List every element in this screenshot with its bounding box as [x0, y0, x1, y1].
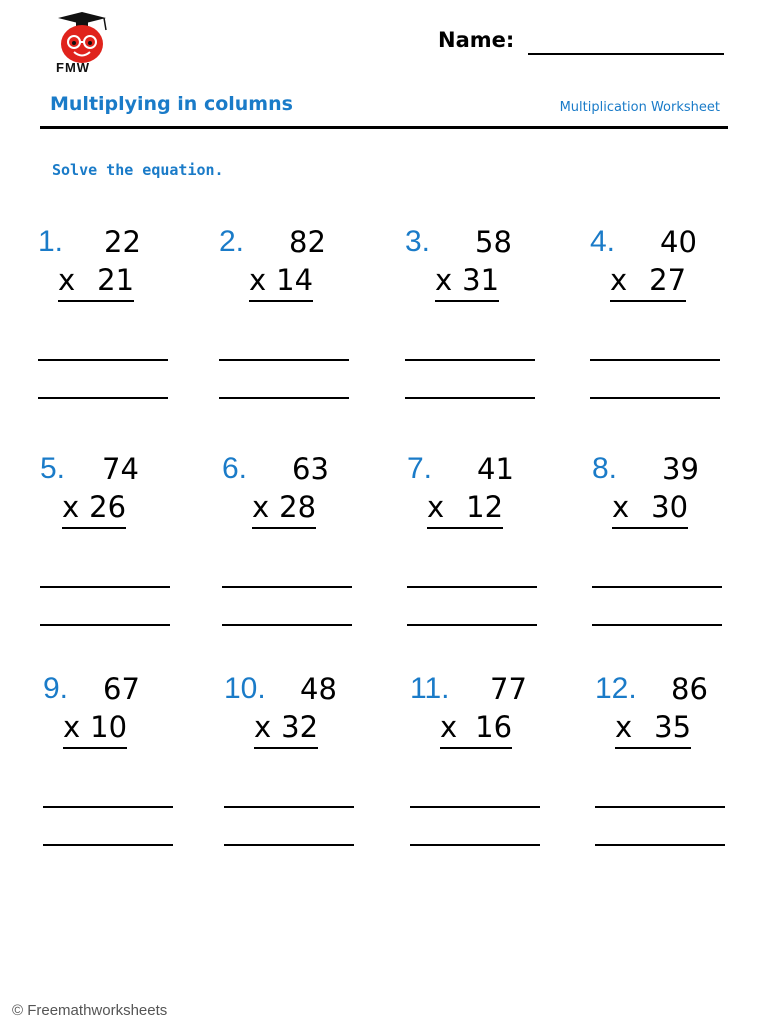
answer-line: [38, 359, 168, 361]
answer-line: [222, 624, 352, 626]
problem-3: [405, 224, 555, 424]
multiplicand: 40: [660, 225, 697, 259]
multiplier-row: [58, 262, 134, 302]
multiply-sign: x: [249, 263, 267, 297]
problem-1: [38, 224, 188, 424]
multiplicand: 86: [671, 672, 708, 706]
problem-number: 2.: [219, 225, 245, 258]
answer-line: [407, 624, 537, 626]
multiplier-row: [610, 262, 686, 302]
problem-5: [40, 451, 190, 651]
multiplier: 14: [276, 263, 314, 297]
multiplier: 26: [89, 490, 127, 524]
problem-number: 9.: [43, 672, 69, 705]
problem-11: [410, 671, 560, 871]
multiply-sign: x: [435, 263, 453, 297]
answer-line: [43, 806, 173, 808]
multiplier: 10: [90, 710, 128, 744]
multiplicand: 22: [104, 225, 141, 259]
problem-9: [43, 671, 193, 871]
page-subtitle: Multiplication Worksheet: [559, 100, 720, 115]
multiplier: 16: [475, 710, 513, 744]
multiplier-row: [615, 709, 691, 749]
multiplicand: 48: [300, 672, 337, 706]
multiplier-row: [62, 489, 126, 529]
problem-10: [224, 671, 374, 871]
multiplier: 28: [279, 490, 317, 524]
problem-number: 5.: [40, 452, 66, 485]
answer-line: [224, 806, 354, 808]
page-title: Multiplying in columns: [50, 93, 293, 115]
multiply-sign: x: [254, 710, 272, 744]
answer-line: [224, 844, 354, 846]
multiply-sign: x: [612, 490, 630, 524]
multiplier-row: [612, 489, 688, 529]
answer-line: [590, 359, 720, 361]
problem-number: 10.: [224, 672, 266, 705]
multiply-sign: x: [58, 263, 76, 297]
problem-number: 4.: [590, 225, 616, 258]
multiply-sign: x: [427, 490, 445, 524]
multiplier-row: [427, 489, 503, 529]
answer-line: [592, 586, 722, 588]
multiplicand: 74: [102, 452, 139, 486]
multiply-sign: x: [615, 710, 633, 744]
answer-line: [219, 359, 349, 361]
multiply-sign: x: [252, 490, 270, 524]
multiply-sign: x: [610, 263, 628, 297]
problem-number: 6.: [222, 452, 248, 485]
multiply-sign: x: [440, 710, 458, 744]
problem-number: 12.: [595, 672, 637, 705]
answer-line: [40, 624, 170, 626]
problem-12: [595, 671, 745, 871]
answer-line: [595, 844, 725, 846]
instruction-text: Solve the equation.: [52, 161, 224, 179]
name-field-line: [528, 53, 724, 55]
problem-number: 1.: [38, 225, 64, 258]
multiplicand: 41: [477, 452, 514, 486]
multiplicand: 63: [292, 452, 329, 486]
answer-line: [410, 844, 540, 846]
multiplier: 30: [651, 490, 689, 524]
problem-8: [592, 451, 742, 651]
problem-number: 11.: [410, 672, 450, 705]
answer-line: [219, 397, 349, 399]
multiplier-row: [252, 489, 316, 529]
problem-number: 3.: [405, 225, 431, 258]
logo-text: FMW: [56, 60, 91, 75]
answer-line: [592, 624, 722, 626]
multiply-sign: x: [62, 490, 80, 524]
answer-line: [410, 806, 540, 808]
title-divider: [40, 126, 728, 129]
answer-line: [43, 844, 173, 846]
multiplier: 12: [466, 490, 504, 524]
multiply-sign: x: [63, 710, 81, 744]
problem-4: [590, 224, 740, 424]
problem-2: [219, 224, 369, 424]
answer-line: [405, 397, 535, 399]
problem-number: 8.: [592, 452, 618, 485]
multiplicand: 82: [289, 225, 326, 259]
multiplier: 32: [281, 710, 319, 744]
problem-number: 7.: [407, 452, 433, 485]
multiplier: 35: [654, 710, 692, 744]
multiplicand: 67: [103, 672, 140, 706]
answer-line: [222, 586, 352, 588]
multiplicand: 39: [662, 452, 699, 486]
multiplier: 31: [462, 263, 500, 297]
multiplier: 27: [649, 263, 687, 297]
problem-6: [222, 451, 372, 651]
multiplier: 21: [97, 263, 135, 297]
multiplier-row: [254, 709, 318, 749]
answer-line: [38, 397, 168, 399]
answer-line: [590, 397, 720, 399]
multiplicand: 58: [475, 225, 512, 259]
multiplier-row: [440, 709, 512, 749]
multiplier-row: [249, 262, 313, 302]
answer-line: [595, 806, 725, 808]
multiplier-row: [63, 709, 127, 749]
answer-line: [40, 586, 170, 588]
name-label: Name:: [438, 28, 515, 52]
multiplicand: 77: [490, 672, 527, 706]
copyright-footer: © Freemathworksheets: [12, 1002, 168, 1019]
answer-line: [405, 359, 535, 361]
answer-line: [407, 586, 537, 588]
problem-7: [407, 451, 557, 651]
multiplier-row: [435, 262, 499, 302]
